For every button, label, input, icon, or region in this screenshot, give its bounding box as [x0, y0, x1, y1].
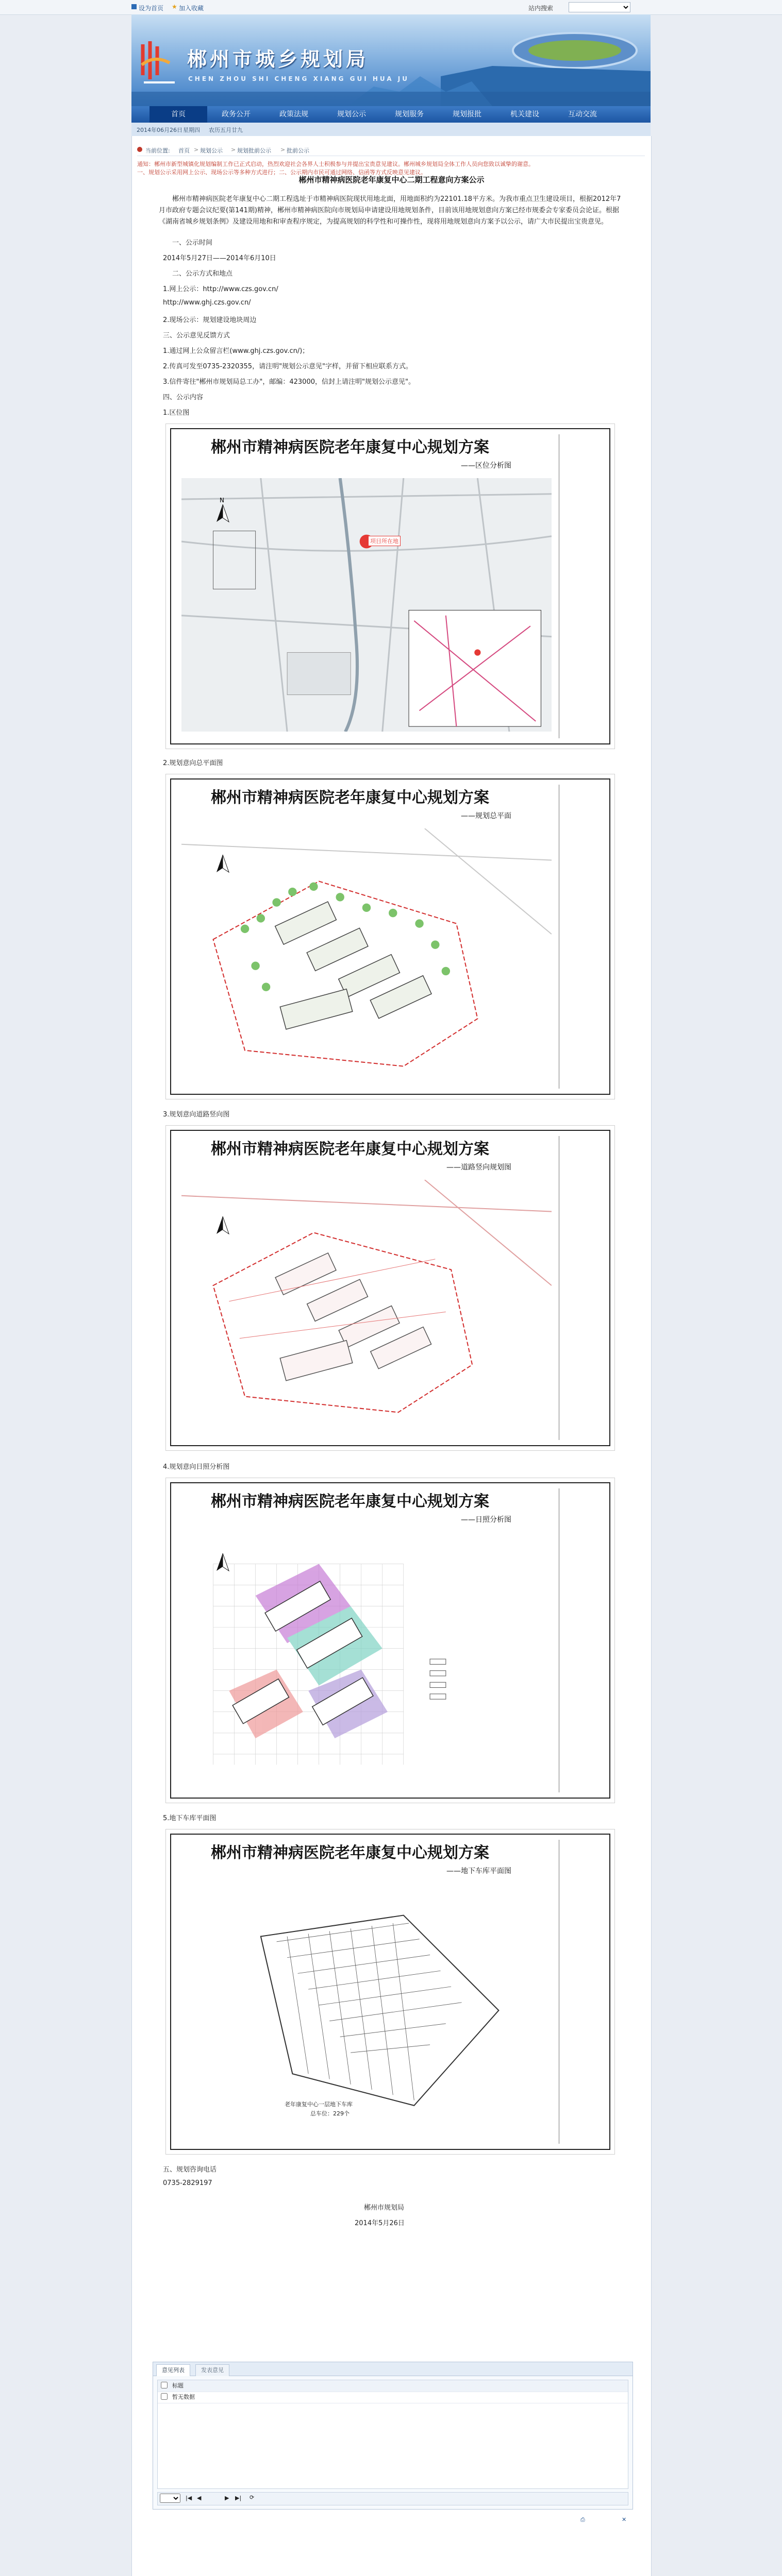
- print-link[interactable]: ⎙: [580, 2516, 585, 2523]
- section-phone-heading: 五、规划咨询电话: [163, 2166, 217, 2174]
- breadcrumb-sep: >: [280, 146, 286, 153]
- breadcrumb-sep: >: [231, 146, 236, 153]
- row-checkbox[interactable]: [161, 2393, 168, 2400]
- logo-icon: [139, 39, 179, 89]
- nav-interaction[interactable]: 互动交流: [568, 110, 597, 118]
- plan-title: 郴州市精神病医院老年康复中心规划方案: [211, 1493, 489, 1511]
- nav-plan-publicity[interactable]: 规划公示: [337, 110, 366, 118]
- comment-panel: [153, 2362, 633, 2510]
- road-plan-image: [165, 1125, 615, 1451]
- breadcrumb-label: 当前位置:: [145, 147, 170, 154]
- first-page-icon[interactable]: |◀: [186, 2495, 192, 2501]
- online-publicity-2: http://www.ghj.czs.gov.cn/: [163, 299, 251, 307]
- north-arrow-icon: [212, 1545, 233, 1576]
- site-search-label: 站内搜索: [528, 5, 554, 12]
- plan-subtitle: ——道路竖向规划图: [446, 1163, 511, 1172]
- garage-note: 老年康复中心一层地下车库: [285, 2101, 353, 2108]
- comment-grid: [157, 2380, 628, 2489]
- road-plan-map: [181, 1180, 552, 1433]
- section-content-heading: 四、公示内容: [163, 394, 204, 401]
- comment-tabs: [153, 2362, 633, 2376]
- online-publicity: 1.网上公示：http://www.czs.gov.cn/: [163, 285, 278, 293]
- home-icon: [131, 4, 137, 9]
- refresh-icon[interactable]: ⟳: [249, 2494, 255, 2501]
- location-icon: [137, 147, 142, 152]
- north-arrow-icon: [212, 496, 233, 527]
- date-bar: [131, 123, 651, 137]
- table-row: [158, 2392, 628, 2403]
- main-nav: [131, 106, 651, 123]
- article-intro: 郴州市精神病医院老年康复中心二期工程选址于市精神病医院现状用地北面，用地面积约为22101.18平方米。为我市重点卫生建设项目，根据2012年7月市政府专题会议纪要(第141期)精神，郴州市精神病医院向市规划局申请建设用地规划条件，目前该用地规划意向方案已经市规委会专家委员会论证。根据《湖南省城乡规划条例》及建设用地和和审查程序规定，为提高规划的科学性和可操作性，现将用地规划意向方案予以公示，请广大市民提出宝贵意见。: [159, 195, 621, 226]
- breadcrumb-publicity[interactable]: 规划公示: [200, 147, 223, 154]
- plan-legend: [559, 1488, 603, 1792]
- master-plan-map: [181, 828, 552, 1082]
- set-home-link[interactable]: 设为首页: [139, 5, 164, 12]
- prev-page-icon[interactable]: ◀: [197, 2495, 202, 2501]
- plan-legend: [559, 785, 603, 1089]
- north-label: N: [220, 497, 224, 504]
- plan-title: 郴州市精神病医院老年康复中心规划方案: [211, 438, 489, 456]
- column-title: 标题: [172, 2382, 184, 2389]
- sunlight-plan-map: [181, 1532, 552, 1786]
- master-plan-image: [165, 774, 615, 1099]
- star-icon: ★: [172, 3, 177, 10]
- nav-plan-approval[interactable]: 规划报批: [453, 110, 481, 118]
- article-title: 郴州市精神病医院老年康复中心二期工程意向方案公示: [298, 175, 485, 184]
- top-bar: [0, 0, 782, 15]
- plan-title: 郴州市精神病医院老年康复中心规划方案: [211, 1140, 489, 1158]
- nav-home[interactable]: 首页: [149, 106, 207, 123]
- nav-plan-service[interactable]: 规划服务: [395, 110, 424, 118]
- feedback-mail: 3.信件寄往"郴州市规划局总工办"，邮编：423000，信封上请注明"规划公示意见"。: [163, 378, 415, 386]
- breadcrumb-current[interactable]: 批前公示: [287, 147, 309, 154]
- breadcrumb-pre-approval[interactable]: 规划批前公示: [237, 147, 271, 154]
- section-time-heading: 一、公示时间: [172, 239, 213, 247]
- feedback-fax: 2.传真可发至0735-2320355，请注明"规划公示意见"字样，并留下相应联系方式。: [163, 363, 413, 370]
- location-plan-image: [165, 423, 615, 749]
- breadcrumb-sep: >: [194, 146, 199, 153]
- site-title-pinyin: CHEN ZHOU SHI CHENG XIANG GUI HUA JU: [188, 75, 409, 82]
- add-favorite-link[interactable]: 加入收藏: [179, 5, 204, 12]
- select-all-checkbox[interactable]: [161, 2382, 168, 2388]
- plan-legend: [559, 434, 603, 738]
- plan-subtitle: ——区位分析图: [461, 462, 511, 470]
- pager: [157, 2492, 628, 2505]
- feedback-online: 1.通过网上公众留言栏(www.ghj.czs.gov.cn/)；: [163, 347, 309, 355]
- signature-date: 2014年5月26日: [355, 2219, 405, 2227]
- plan-subtitle: ——地下车库平面图: [446, 1867, 511, 1875]
- consult-phone: 0735-2829197: [163, 2179, 212, 2187]
- empty-row-text: 暂无数据: [172, 2394, 195, 2400]
- section-feedback-heading: 三、公示意见反馈方式: [163, 332, 230, 340]
- signature-org: 郴州市规划局: [364, 2204, 405, 2212]
- figure-4-caption: 4.规划意向日照分析图: [163, 1463, 230, 1471]
- garage-plan-image: [165, 1829, 615, 2155]
- plan-title: 郴州市精神病医院老年康复中心规划方案: [211, 789, 489, 807]
- site-title: 郴州市城乡规划局: [187, 47, 369, 71]
- site-publicity: 2.现场公示：规划建设地块周边: [163, 316, 257, 324]
- notice-line-1[interactable]: 通知：郴州市新型城镇化规划编制工作已正式启动，热烈欢迎社会各界人士积极参与并提出宝贵意见建议。郴州城乡规划局全体工作人员向您致以诚挚的谢意。: [137, 161, 534, 167]
- plan-title: 郴州市精神病医院老年康复中心规划方案: [211, 1844, 489, 1862]
- tab-comment-list[interactable]: 意见列表: [156, 2364, 190, 2376]
- garage-plan-map: [181, 1884, 552, 2137]
- nav-organization[interactable]: 机关建设: [510, 110, 539, 118]
- figure-3-caption: 3.规划意向道路竖向图: [163, 1111, 230, 1118]
- breadcrumb: [137, 144, 645, 156]
- scrolling-notice: [137, 158, 645, 176]
- site-select[interactable]: [569, 2, 630, 12]
- last-page-icon[interactable]: ▶|: [235, 2495, 242, 2501]
- site-marker-label: 项目所在地: [368, 536, 401, 546]
- next-page-icon[interactable]: ▶: [225, 2495, 229, 2501]
- plan-subtitle: ——规划总平面: [461, 812, 511, 820]
- page-size-select[interactable]: [160, 2494, 180, 2503]
- sunlight-plan-image: [165, 1478, 615, 1803]
- figure-1-caption: 1.区位图: [163, 409, 190, 417]
- notice-line-2[interactable]: 一、规划公示采用网上公示、现场公示等多种方式进行；二、公示期内市民可通过网络、信函等方式反映意见建议。: [137, 169, 426, 176]
- section-method-heading: 二、公示方式和地点: [172, 270, 233, 278]
- plan-subtitle: ——日照分析图: [461, 1516, 511, 1524]
- location-map: [181, 478, 552, 732]
- weekday-text: 星期四: [183, 127, 200, 133]
- grid-header: [158, 2380, 628, 2392]
- banner: [131, 14, 651, 106]
- breadcrumb-home[interactable]: 首页: [178, 147, 190, 154]
- plan-legend: [559, 1840, 603, 2144]
- nav-gov-affairs[interactable]: 政务公开: [222, 110, 251, 118]
- lunar-text: 农历五月廿九: [209, 127, 243, 133]
- date-text: 2014年06月26日: [137, 127, 182, 133]
- figure-2-caption: 2.规划意向总平面图: [163, 759, 223, 767]
- close-link[interactable]: ✕: [622, 2516, 627, 2523]
- tab-post-comment[interactable]: 发表意见: [195, 2364, 229, 2376]
- publicity-period: 2014年5月27日——2014年6月10日: [163, 255, 276, 262]
- main-content: [131, 136, 652, 2576]
- north-arrow-icon: [212, 1208, 233, 1239]
- garage-count: 总车位：229个: [310, 2110, 350, 2117]
- figure-5-caption: 5.地下车库平面图: [163, 1815, 217, 1822]
- north-arrow-icon: [212, 846, 233, 877]
- plan-legend: [559, 1136, 603, 1440]
- nav-policy[interactable]: 政策法规: [279, 110, 308, 118]
